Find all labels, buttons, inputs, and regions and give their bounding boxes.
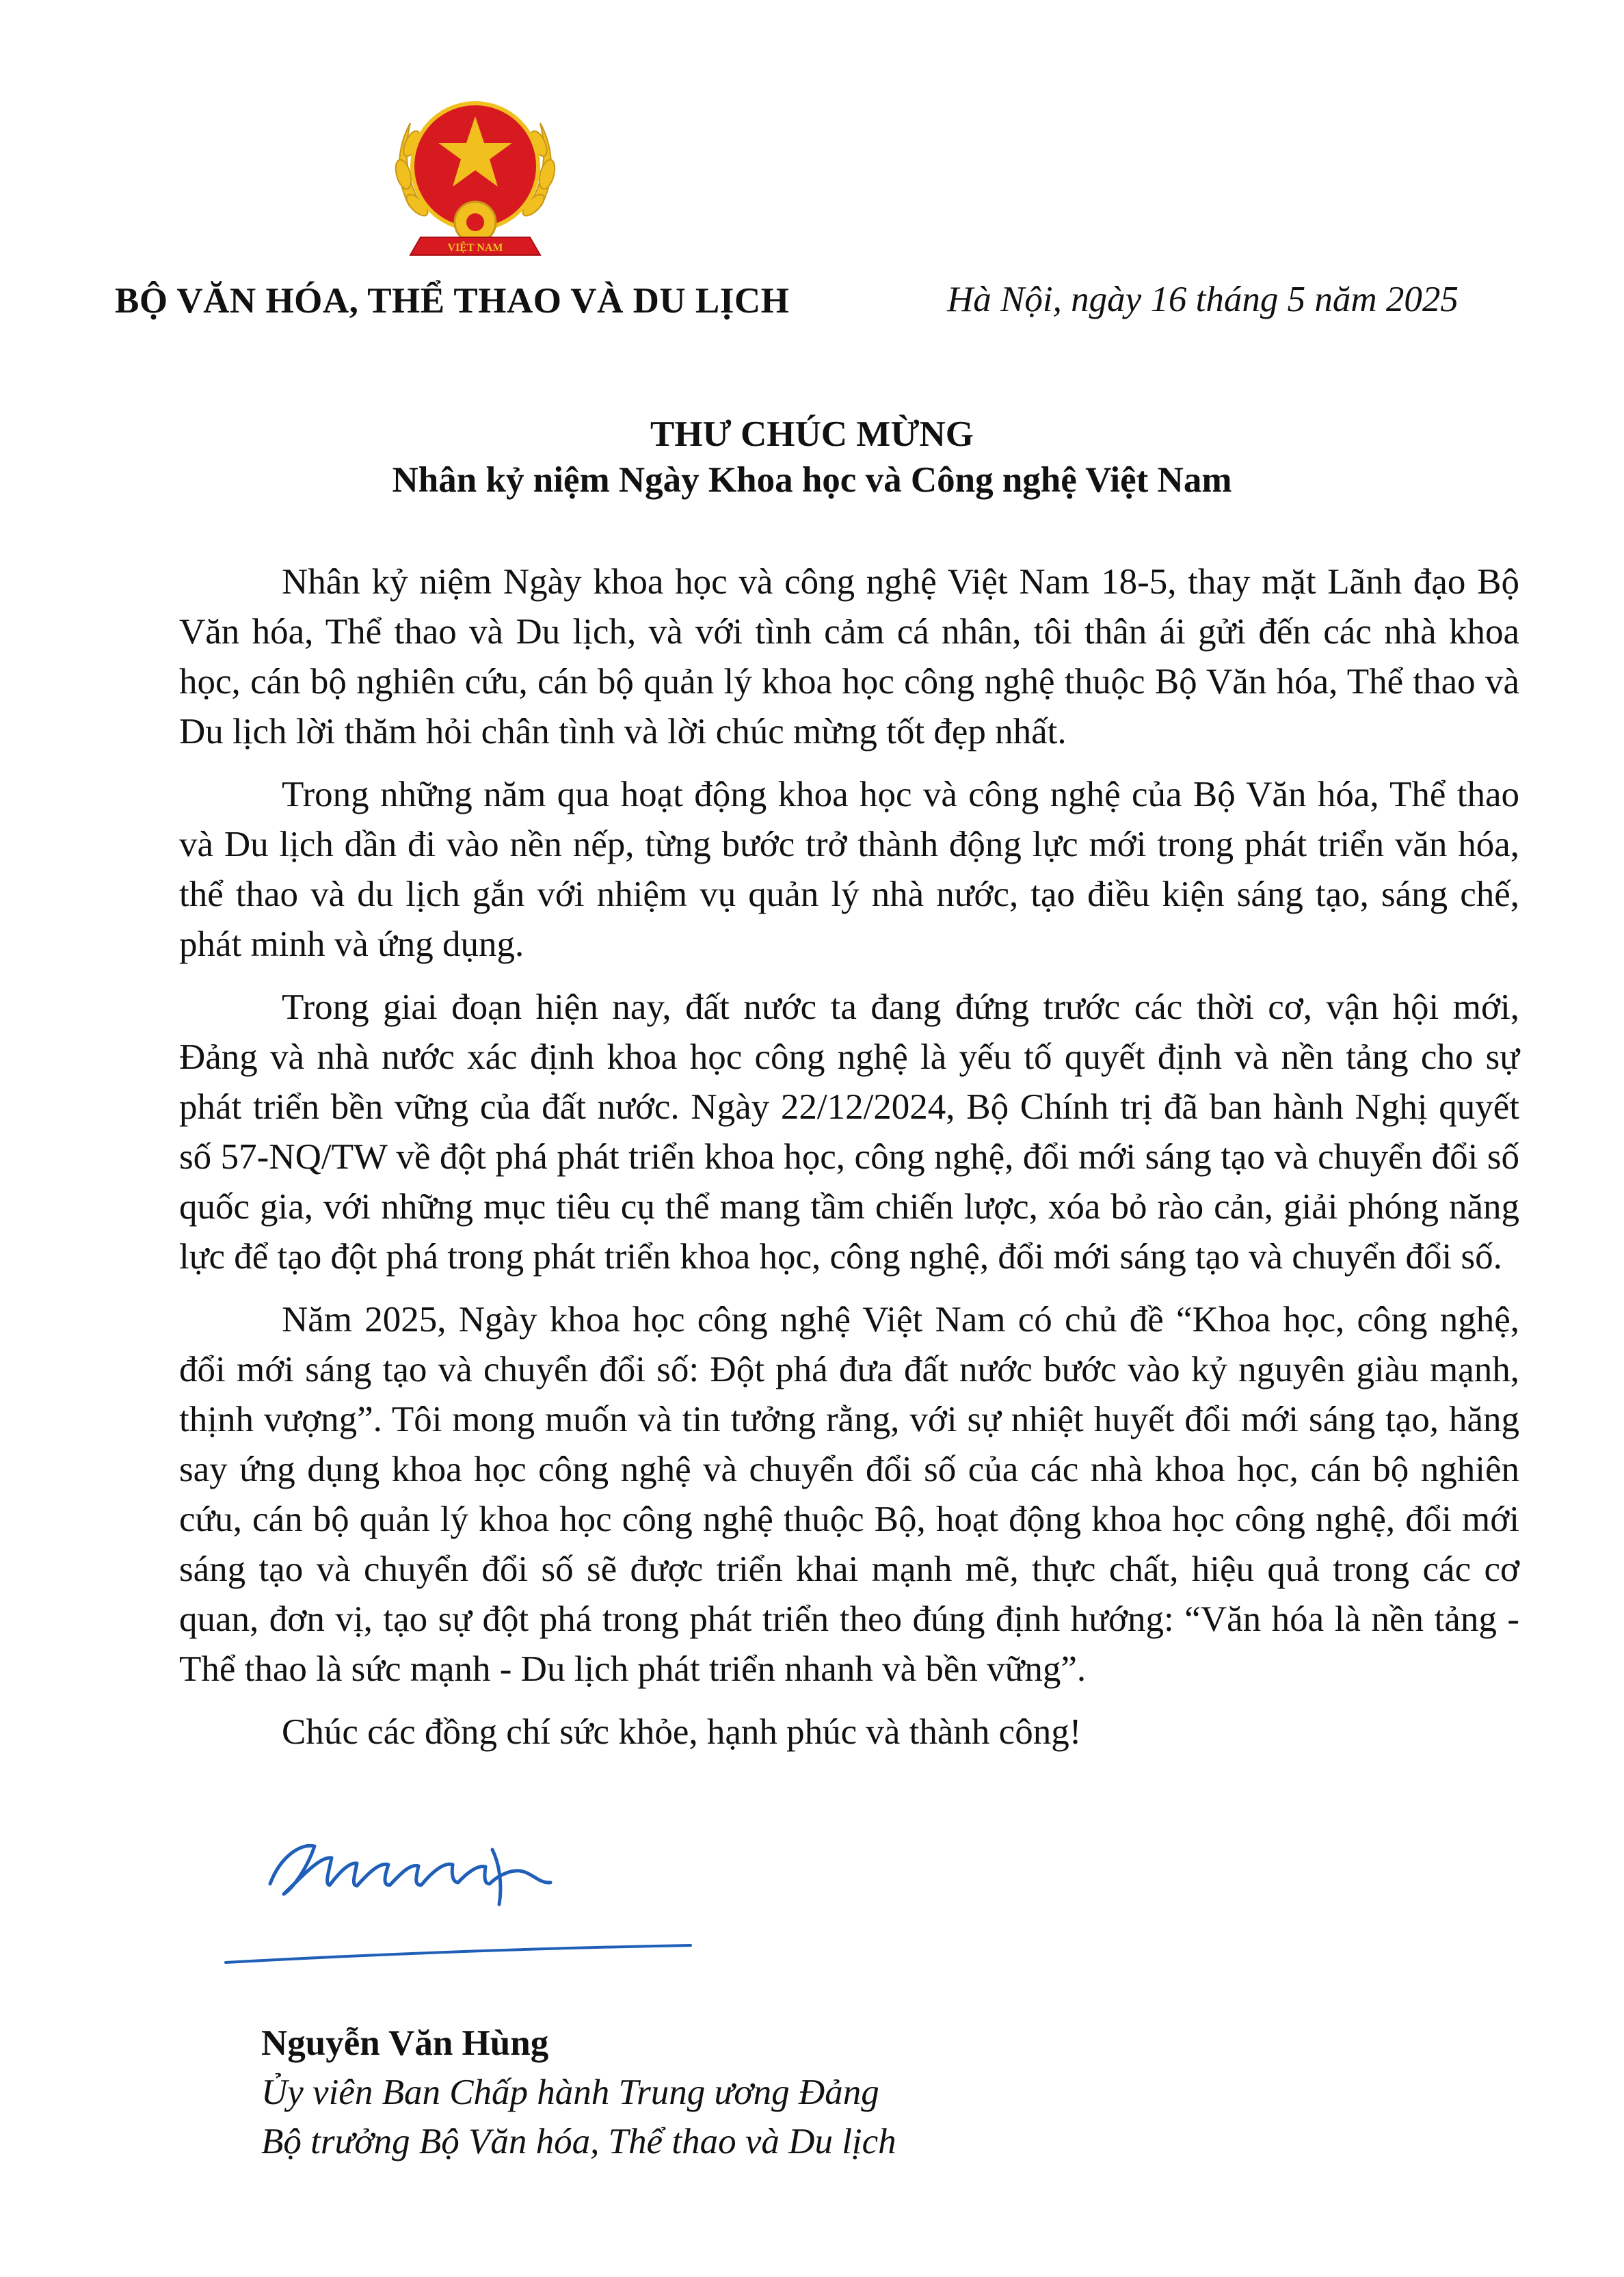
paragraph-3: Trong giai đoạn hiện nay, đất nước ta đang đứng trước các thời cơ, vận hội mới, Đảng và nhà nước xác định khoa học công nghệ là yếu tố quyết định và nền tảng cho sự phát triển bền vững của đất nước. Ngày 22/12/2024, Bộ Chính trị đã ban hành Nghị quyết số 57-NQ/TW về đột phá phát triển khoa học, công nghệ, đổi mới sáng tạo và chuyển đổi số quốc gia, với những mục tiêu cụ thể mang tầm chiến lược, xóa bỏ rào cản, giải phóng năng lực để tạo đột phá trong phát triển khoa học, công nghệ, đổi mới sáng tạo và chuyển đổi số. [179,987,1519,1277]
place-and-date: Hà Nội, ngày 16 tháng 5 năm 2025 [947,280,1459,319]
paragraph-1: Nhân kỷ niệm Ngày khoa học và công nghệ Việt Nam 18-5, thay mặt Lãnh đạo Bộ Văn hóa, Thể thao và Du lịch, và với tình cảm cá nhân, tôi thân ái gửi đến các nhà khoa học, cán bộ nghiên cứu, cán bộ quản lý khoa học công nghệ thuộc Bộ Văn hóa, Thể thao và Du lịch lời thăm hỏi chân tình và lời chúc mừng tốt đẹp nhất. [179,562,1519,751]
handwritten-signature [212,1809,725,1986]
paragraph-2: Trong những năm qua hoạt động khoa học và công nghệ của Bộ Văn hóa, Thể thao và Du lịch dần đi vào nền nếp, từng bước trở thành động lực mới trong phát triển văn hóa, thể thao và du lịch gắn với nhiệm vụ quản lý nhà nước, tạo điều kiện sáng tạo, sáng chế, phát minh và ứng dụng. [179,775,1519,964]
letter-subtitle: Nhân kỷ niệm Ngày Khoa học và Công nghệ Việt Nam [392,460,1232,500]
national-emblem [383,85,568,270]
signer-role-party: Ủy viên Ban Chấp hành Trung ương Đảng [261,2073,879,2112]
paragraph-5: Chúc các đồng chí sức khỏe, hạnh phúc và thành công! [282,1712,1082,1752]
signer-name: Nguyễn Văn Hùng [261,2023,549,2063]
emblem-ribbon-text: VIỆT NAM [447,242,503,254]
paragraph-4: Năm 2025, Ngày khoa học công nghệ Việt Nam có chủ đề “Khoa học, công nghệ, đổi mới sáng tạo và chuyển đổi số: Đột phá đưa đất nước bước vào kỷ nguyên giàu mạnh, thịnh vượng”. Tôi mong muốn và tin tưởng rằng, với sự nhiệt huyết đổi mới sáng tạo, hăng say ứng dụng khoa học công nghệ và chuyển đổi số của các nhà khoa học, cán bộ nghiên cứu, cán bộ quản lý khoa học công nghệ thuộc Bộ, hoạt động khoa học công nghệ, đổi mới sáng tạo và chuyển đổi số sẽ được triển khai mạnh mẽ, thực chất, hiệu quả trong các cơ quan, đơn vị, tạo sự đột phá trong phát triển theo đúng định hướng: “Văn hóa là nền tảng - Thể thao là sức mạnh - Du lịch phát triển nhanh và bền vững”. [179,1300,1519,1689]
signer-role-minister: Bộ trưởng Bộ Văn hóa, Thể thao và Du lịch [261,2122,896,2161]
issuing-organization: BỘ VĂN HÓA, THỂ THAO VÀ DU LỊCH [115,281,790,321]
letter-body [179,557,1519,1770]
letter-title: THƯ CHÚC MỪNG [650,414,974,454]
